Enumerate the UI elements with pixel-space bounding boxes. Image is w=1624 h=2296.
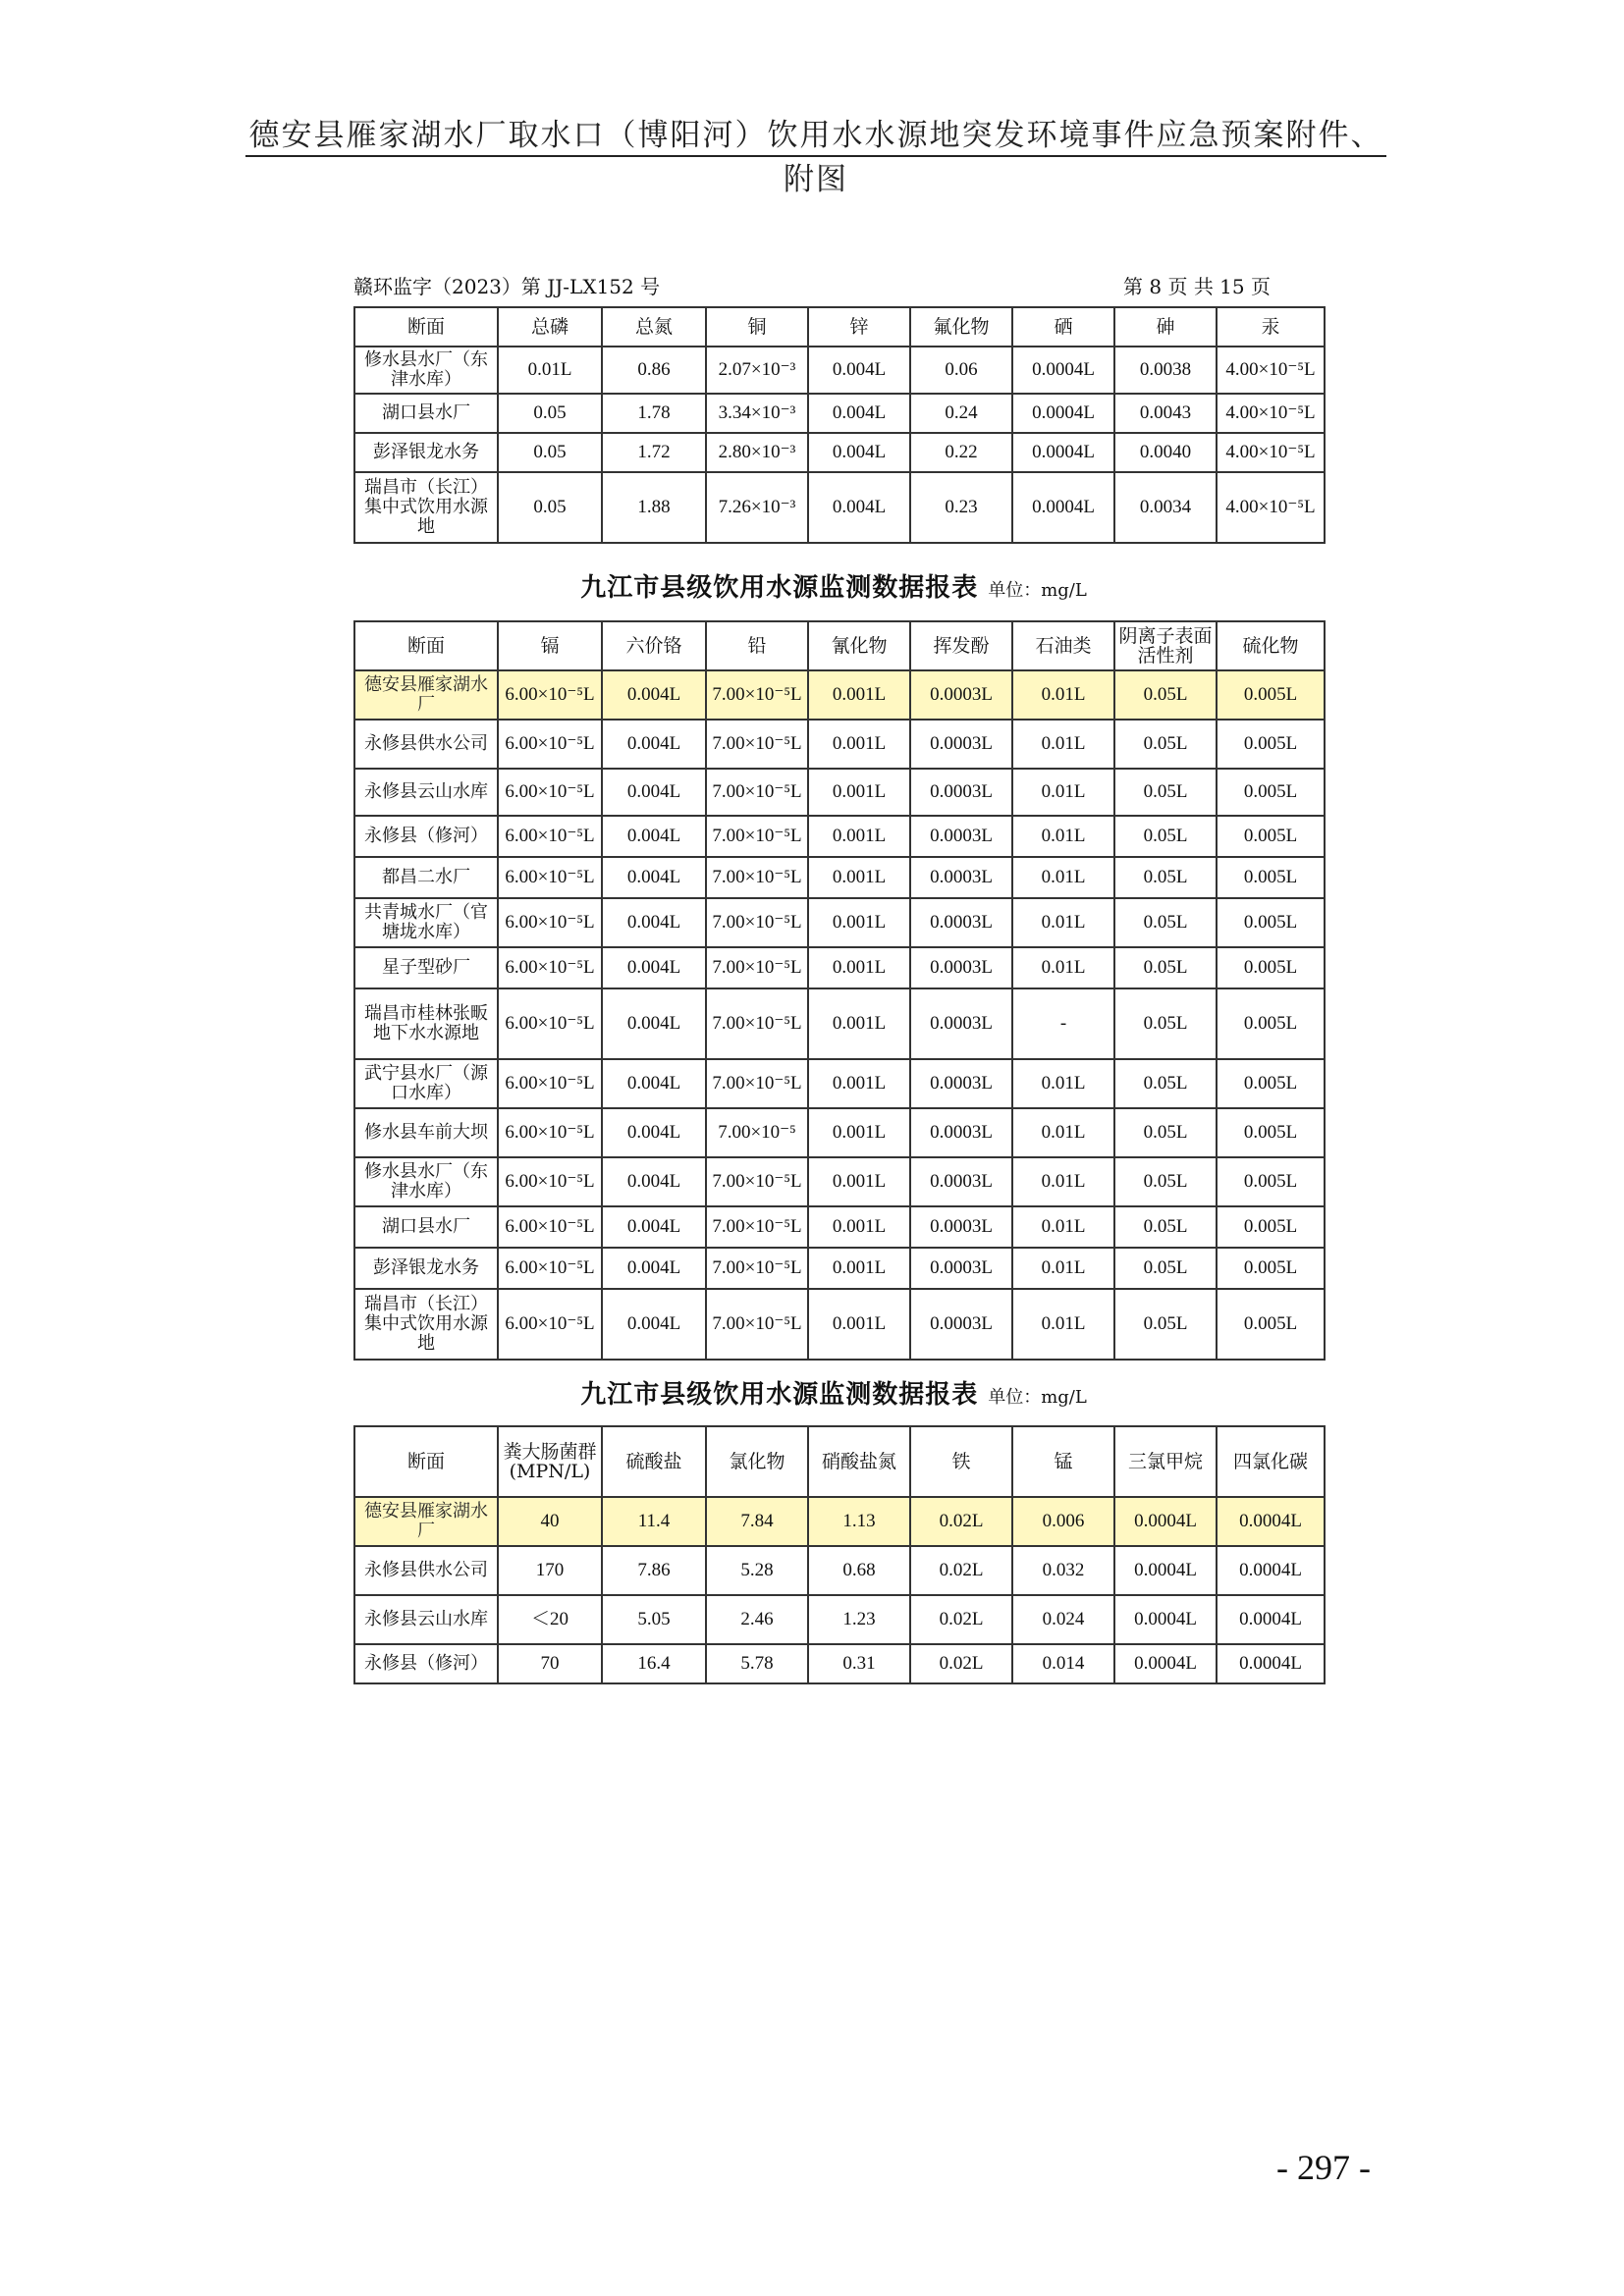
column-header: 石油类 xyxy=(1012,621,1114,670)
column-header: 硒 xyxy=(1012,307,1114,347)
column-header: 汞 xyxy=(1217,307,1325,347)
value-cell: 0.004L xyxy=(602,720,706,769)
value-cell: 0.01L xyxy=(1012,947,1114,988)
value-cell: 0.0004L xyxy=(1012,394,1114,433)
value-cell: 0.005L xyxy=(1217,988,1325,1059)
value-cell: 0.86 xyxy=(602,347,706,394)
column-header: 阴离子表面活性剂 xyxy=(1114,621,1217,670)
site-name-cell: 瑞昌市（长江）集中式饮用水源地 xyxy=(354,472,498,543)
value-cell: 0.05L xyxy=(1114,1157,1217,1206)
value-cell: 0.005L xyxy=(1217,769,1325,816)
site-name-cell: 彭泽银龙水务 xyxy=(354,1248,498,1289)
header-rule xyxy=(245,155,1386,157)
table-row xyxy=(354,394,1325,433)
table-row xyxy=(354,1546,1325,1595)
value-cell: 7.00×10⁻⁵ xyxy=(706,1108,808,1157)
value-cell: 0.0004L xyxy=(1012,433,1114,472)
site-name-cell: 德安县雁家湖水厂 xyxy=(354,1497,498,1546)
site-name-cell: 永修县云山水库 xyxy=(354,1595,498,1644)
value-cell: 0.004L xyxy=(602,1157,706,1206)
value-cell: 0.001L xyxy=(808,769,910,816)
value-cell: 0.006 xyxy=(1012,1497,1114,1546)
value-cell: 0.0003L xyxy=(910,1059,1012,1108)
value-cell: 0.22 xyxy=(910,433,1012,472)
value-cell: 0.05 xyxy=(498,394,602,433)
value-cell: 0.0004L xyxy=(1217,1595,1325,1644)
value-cell: 0.02L xyxy=(910,1644,1012,1683)
value-cell: 0.0003L xyxy=(910,1157,1012,1206)
value-cell: 7.26×10⁻³ xyxy=(706,472,808,543)
site-name-cell: 德安县雁家湖水厂 xyxy=(354,670,498,720)
value-cell: 7.00×10⁻⁵L xyxy=(706,1157,808,1206)
value-cell: 0.004L xyxy=(602,1248,706,1289)
value-cell: 0.05L xyxy=(1114,816,1217,857)
value-cell: 0.0003L xyxy=(910,947,1012,988)
value-cell: 7.00×10⁻⁵L xyxy=(706,1206,808,1248)
value-cell: 7.00×10⁻⁵L xyxy=(706,816,808,857)
table-row xyxy=(354,720,1325,769)
table-row xyxy=(354,347,1325,394)
value-cell: 7.00×10⁻⁵L xyxy=(706,769,808,816)
value-cell: 0.001L xyxy=(808,1108,910,1157)
value-cell: 0.005L xyxy=(1217,1108,1325,1157)
value-cell: 2.07×10⁻³ xyxy=(706,347,808,394)
page-number: - 297 - xyxy=(1276,2148,1371,2187)
value-cell: 0.01L xyxy=(1012,857,1114,898)
value-cell: 6.00×10⁻⁵L xyxy=(498,947,602,988)
value-cell: 3.34×10⁻³ xyxy=(706,394,808,433)
value-cell: 0.004L xyxy=(602,1059,706,1108)
value-cell: 0.01L xyxy=(1012,1157,1114,1206)
column-header: 三氯甲烷 xyxy=(1114,1426,1217,1497)
table-row xyxy=(354,1108,1325,1157)
value-cell: 40 xyxy=(498,1497,602,1546)
table-row xyxy=(354,1157,1325,1206)
column-header: 总氮 xyxy=(602,307,706,347)
value-cell: 0.31 xyxy=(808,1644,910,1683)
value-cell: 0.05L xyxy=(1114,988,1217,1059)
value-cell: 0.05L xyxy=(1114,947,1217,988)
value-cell: 4.00×10⁻⁵L xyxy=(1217,394,1325,433)
value-cell: 0.01L xyxy=(1012,720,1114,769)
value-cell: 0.0004L xyxy=(1114,1595,1217,1644)
value-cell: 1.23 xyxy=(808,1595,910,1644)
value-cell: - xyxy=(1012,988,1114,1059)
value-cell: 0.0003L xyxy=(910,1289,1012,1360)
value-cell: 0.0004L xyxy=(1114,1497,1217,1546)
value-cell: 7.86 xyxy=(602,1546,706,1595)
value-cell: 0.005L xyxy=(1217,720,1325,769)
table-row xyxy=(354,988,1325,1059)
value-cell: 6.00×10⁻⁵L xyxy=(498,1108,602,1157)
site-name-cell: 星子型砂厂 xyxy=(354,947,498,988)
value-cell: 0.005L xyxy=(1217,857,1325,898)
value-cell: 0.01L xyxy=(498,347,602,394)
value-cell: 0.0003L xyxy=(910,1206,1012,1248)
table-row xyxy=(354,1497,1325,1546)
value-cell: 0.032 xyxy=(1012,1546,1114,1595)
value-cell: 0.004L xyxy=(602,670,706,720)
site-name-cell: 彭泽银龙水务 xyxy=(354,433,498,472)
column-header: 铅 xyxy=(706,621,808,670)
value-cell: 0.05L xyxy=(1114,720,1217,769)
column-header: 硫化物 xyxy=(1217,621,1325,670)
table-header-row xyxy=(354,621,1325,670)
value-cell: 0.0043 xyxy=(1114,394,1217,433)
site-name-cell: 瑞昌市（长江）集中式饮用水源地 xyxy=(354,1289,498,1360)
value-cell: 4.00×10⁻⁵L xyxy=(1217,433,1325,472)
value-cell: 6.00×10⁻⁵L xyxy=(498,670,602,720)
value-cell: 6.00×10⁻⁵L xyxy=(498,816,602,857)
site-name-cell: 永修县供水公司 xyxy=(354,720,498,769)
value-cell: 6.00×10⁻⁵L xyxy=(498,1206,602,1248)
value-cell: 0.001L xyxy=(808,1206,910,1248)
value-cell: 4.00×10⁻⁵L xyxy=(1217,347,1325,394)
site-name-cell: 瑞昌市桂林张畈地下水水源地 xyxy=(354,988,498,1059)
value-cell: 6.00×10⁻⁵L xyxy=(498,720,602,769)
value-cell: 0.0004L xyxy=(1012,472,1114,543)
value-cell: 0.004L xyxy=(602,857,706,898)
value-cell: 0.004L xyxy=(602,988,706,1059)
document-header-title: 德安县雁家湖水厂取水口（博阳河）饮用水水源地突发环境事件应急预案附件、附图 xyxy=(248,118,1383,197)
site-name-cell: 都昌二水厂 xyxy=(354,857,498,898)
value-cell: 0.05L xyxy=(1114,670,1217,720)
value-cell: 16.4 xyxy=(602,1644,706,1683)
column-header: 氰化物 xyxy=(808,621,910,670)
table-row xyxy=(354,1289,1325,1360)
table-row xyxy=(354,433,1325,472)
value-cell: 6.00×10⁻⁵L xyxy=(498,1248,602,1289)
value-cell: 1.88 xyxy=(602,472,706,543)
value-cell: 5.05 xyxy=(602,1595,706,1644)
value-cell: 0.05L xyxy=(1114,898,1217,947)
value-cell: 0.01L xyxy=(1012,769,1114,816)
value-cell: 0.06 xyxy=(910,347,1012,394)
column-header: 铁 xyxy=(910,1426,1012,1497)
column-header: 六价铬 xyxy=(602,621,706,670)
table-3-title: 九江市县级饮用水源监测数据报表 xyxy=(580,1380,979,1410)
value-cell: 0.001L xyxy=(808,1248,910,1289)
value-cell: 0.005L xyxy=(1217,1157,1325,1206)
column-header: 硝酸盐氮 xyxy=(808,1426,910,1497)
column-header: 镉 xyxy=(498,621,602,670)
value-cell: 0.02L xyxy=(910,1497,1012,1546)
value-cell: 0.0003L xyxy=(910,816,1012,857)
value-cell: 0.0004L xyxy=(1114,1644,1217,1683)
monitoring-table-1 xyxy=(353,306,1326,544)
column-header: 氟化物 xyxy=(910,307,1012,347)
table-row xyxy=(354,816,1325,857)
table-row xyxy=(354,1206,1325,1248)
value-cell: 0.001L xyxy=(808,1157,910,1206)
value-cell: 7.00×10⁻⁵L xyxy=(706,1059,808,1108)
column-header: 硫酸盐 xyxy=(602,1426,706,1497)
value-cell: 0.001L xyxy=(808,1059,910,1108)
site-name-cell: 湖口县水厂 xyxy=(354,1206,498,1248)
table-header-row xyxy=(354,307,1325,347)
value-cell: 0.02L xyxy=(910,1546,1012,1595)
value-cell: 0.01L xyxy=(1012,1289,1114,1360)
table-2-title: 九江市县级饮用水源监测数据报表 xyxy=(580,573,979,603)
value-cell: 0.05L xyxy=(1114,769,1217,816)
column-header: 锰 xyxy=(1012,1426,1114,1497)
site-name-cell: 永修县（修河） xyxy=(354,1644,498,1683)
value-cell: 0.01L xyxy=(1012,898,1114,947)
value-cell: 170 xyxy=(498,1546,602,1595)
column-header: 断面 xyxy=(354,307,498,347)
value-cell: 0.01L xyxy=(1012,1206,1114,1248)
value-cell: 6.00×10⁻⁵L xyxy=(498,898,602,947)
value-cell: 5.78 xyxy=(706,1644,808,1683)
value-cell: 70 xyxy=(498,1644,602,1683)
value-cell: 0.0003L xyxy=(910,769,1012,816)
value-cell: 0.05L xyxy=(1114,1289,1217,1360)
site-name-cell: 修水县水厂（东津水库） xyxy=(354,347,498,394)
value-cell: 7.00×10⁻⁵L xyxy=(706,1248,808,1289)
value-cell: 0.01L xyxy=(1012,670,1114,720)
value-cell: 0.004L xyxy=(602,769,706,816)
value-cell: 0.004L xyxy=(808,347,910,394)
value-cell: 0.001L xyxy=(808,670,910,720)
monitoring-table-2 xyxy=(353,620,1326,1361)
column-header: 铜 xyxy=(706,307,808,347)
column-header: 氯化物 xyxy=(706,1426,808,1497)
site-name-cell: 修水县车前大坝 xyxy=(354,1108,498,1157)
table-header-row xyxy=(354,1426,1325,1497)
value-cell: 0.0003L xyxy=(910,1108,1012,1157)
column-header: 断面 xyxy=(354,621,498,670)
value-cell: 0.005L xyxy=(1217,898,1325,947)
value-cell: 2.46 xyxy=(706,1595,808,1644)
table-3-unit: 单位：mg/L xyxy=(988,1387,1087,1408)
value-cell: 0.05L xyxy=(1114,1248,1217,1289)
value-cell: 11.4 xyxy=(602,1497,706,1546)
table-row xyxy=(354,1059,1325,1108)
value-cell: 7.84 xyxy=(706,1497,808,1546)
value-cell: 0.004L xyxy=(602,1289,706,1360)
value-cell: 6.00×10⁻⁵L xyxy=(498,1157,602,1206)
report-page-indicator: 第 8 页 共 15 页 xyxy=(1123,275,1271,298)
table-2-unit: 单位：mg/L xyxy=(988,580,1087,601)
column-header: 粪大肠菌群(MPN/L) xyxy=(498,1426,602,1497)
site-name-cell: 湖口县水厂 xyxy=(354,394,498,433)
value-cell: 6.00×10⁻⁵L xyxy=(498,857,602,898)
value-cell: 0.0004L xyxy=(1114,1546,1217,1595)
value-cell: 0.004L xyxy=(602,1108,706,1157)
value-cell: 0.0004L xyxy=(1012,347,1114,394)
value-cell: 0.005L xyxy=(1217,1059,1325,1108)
value-cell: 5.28 xyxy=(706,1546,808,1595)
table-row xyxy=(354,1644,1325,1683)
site-name-cell: 修水县水厂（东津水库） xyxy=(354,1157,498,1206)
value-cell: 6.00×10⁻⁵L xyxy=(498,1289,602,1360)
value-cell: 0.05L xyxy=(1114,857,1217,898)
value-cell: 7.00×10⁻⁵L xyxy=(706,988,808,1059)
value-cell: 7.00×10⁻⁵L xyxy=(706,947,808,988)
value-cell: 0.001L xyxy=(808,720,910,769)
value-cell: 0.005L xyxy=(1217,670,1325,720)
value-cell: 1.78 xyxy=(602,394,706,433)
value-cell: 7.00×10⁻⁵L xyxy=(706,857,808,898)
value-cell: 0.001L xyxy=(808,857,910,898)
value-cell: 0.01L xyxy=(1012,816,1114,857)
value-cell: 0.0003L xyxy=(910,1248,1012,1289)
value-cell: 0.004L xyxy=(808,433,910,472)
value-cell: 0.004L xyxy=(808,394,910,433)
value-cell: 0.004L xyxy=(602,1206,706,1248)
column-header: 挥发酚 xyxy=(910,621,1012,670)
site-name-cell: 共青城水厂（官塘垅水库） xyxy=(354,898,498,947)
value-cell: 0.004L xyxy=(602,947,706,988)
table-row xyxy=(354,947,1325,988)
value-cell: 0.0003L xyxy=(910,670,1012,720)
value-cell: 2.80×10⁻³ xyxy=(706,433,808,472)
value-cell: 0.05L xyxy=(1114,1059,1217,1108)
value-cell: 0.0003L xyxy=(910,988,1012,1059)
value-cell: 7.00×10⁻⁵L xyxy=(706,720,808,769)
value-cell: 0.05 xyxy=(498,472,602,543)
value-cell: 0.005L xyxy=(1217,816,1325,857)
value-cell: 0.02L xyxy=(910,1595,1012,1644)
column-header: 断面 xyxy=(354,1426,498,1497)
value-cell: 0.05L xyxy=(1114,1206,1217,1248)
column-header: 砷 xyxy=(1114,307,1217,347)
value-cell: 7.00×10⁻⁵L xyxy=(706,1289,808,1360)
value-cell: 0.0003L xyxy=(910,857,1012,898)
value-cell: 0.0003L xyxy=(910,720,1012,769)
value-cell: ＜20 xyxy=(498,1595,602,1644)
value-cell: 7.00×10⁻⁵L xyxy=(706,898,808,947)
value-cell: 0.01L xyxy=(1012,1059,1114,1108)
value-cell: 0.0004L xyxy=(1217,1497,1325,1546)
value-cell: 0.01L xyxy=(1012,1108,1114,1157)
site-name-cell: 永修县云山水库 xyxy=(354,769,498,816)
value-cell: 0.005L xyxy=(1217,1206,1325,1248)
value-cell: 4.00×10⁻⁵L xyxy=(1217,472,1325,543)
value-cell: 0.001L xyxy=(808,988,910,1059)
value-cell: 0.005L xyxy=(1217,1289,1325,1360)
table-row xyxy=(354,769,1325,816)
value-cell: 0.024 xyxy=(1012,1595,1114,1644)
value-cell: 0.0034 xyxy=(1114,472,1217,543)
value-cell: 0.01L xyxy=(1012,1248,1114,1289)
value-cell: 0.23 xyxy=(910,472,1012,543)
value-cell: 0.005L xyxy=(1217,1248,1325,1289)
report-meta xyxy=(352,271,1278,298)
column-header: 总磷 xyxy=(498,307,602,347)
value-cell: 0.004L xyxy=(808,472,910,543)
value-cell: 0.68 xyxy=(808,1546,910,1595)
table-2-title-block xyxy=(352,567,1316,604)
report-reference: 赣环监字（2023）第 JJ-LX152 号 xyxy=(353,275,661,298)
value-cell: 0.05L xyxy=(1114,1108,1217,1157)
value-cell: 0.0038 xyxy=(1114,347,1217,394)
table-row xyxy=(354,857,1325,898)
value-cell: 0.004L xyxy=(602,898,706,947)
value-cell: 0.05 xyxy=(498,433,602,472)
value-cell: 0.004L xyxy=(602,816,706,857)
table-row xyxy=(354,1248,1325,1289)
value-cell: 0.0003L xyxy=(910,898,1012,947)
value-cell: 0.24 xyxy=(910,394,1012,433)
value-cell: 0.001L xyxy=(808,947,910,988)
table-row xyxy=(354,1595,1325,1644)
site-name-cell: 永修县供水公司 xyxy=(354,1546,498,1595)
column-header: 四氯化碳 xyxy=(1217,1426,1325,1497)
value-cell: 0.001L xyxy=(808,816,910,857)
value-cell: 0.0040 xyxy=(1114,433,1217,472)
table-3-title-block xyxy=(352,1374,1316,1411)
monitoring-table-3 xyxy=(353,1425,1326,1684)
value-cell: 0.014 xyxy=(1012,1644,1114,1683)
site-name-cell: 永修县（修河） xyxy=(354,816,498,857)
value-cell: 1.72 xyxy=(602,433,706,472)
table-row xyxy=(354,670,1325,720)
value-cell: 0.0004L xyxy=(1217,1644,1325,1683)
value-cell: 0.001L xyxy=(808,898,910,947)
table-row xyxy=(354,472,1325,543)
value-cell: 0.005L xyxy=(1217,947,1325,988)
value-cell: 1.13 xyxy=(808,1497,910,1546)
value-cell: 7.00×10⁻⁵L xyxy=(706,670,808,720)
table-row xyxy=(354,898,1325,947)
column-header: 锌 xyxy=(808,307,910,347)
value-cell: 6.00×10⁻⁵L xyxy=(498,769,602,816)
value-cell: 6.00×10⁻⁵L xyxy=(498,988,602,1059)
value-cell: 0.001L xyxy=(808,1289,910,1360)
site-name-cell: 武宁县水厂（源口水库） xyxy=(354,1059,498,1108)
value-cell: 0.0004L xyxy=(1217,1546,1325,1595)
value-cell: 6.00×10⁻⁵L xyxy=(498,1059,602,1108)
